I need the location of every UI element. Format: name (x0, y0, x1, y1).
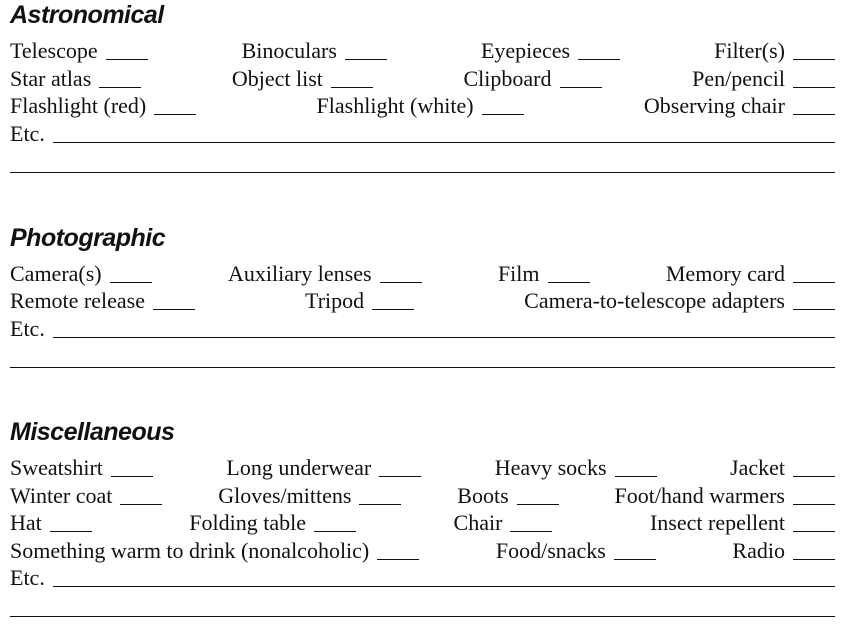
check-blank[interactable] (793, 308, 835, 310)
checklist-row (10, 510, 835, 536)
item-label: Folding table (189, 510, 307, 535)
etc-label: Etc. (10, 316, 45, 341)
check-blank[interactable] (110, 281, 152, 283)
check-blank[interactable] (793, 475, 835, 477)
checklist-item (10, 510, 92, 536)
check-blank[interactable] (111, 475, 153, 477)
checklist-item (615, 483, 835, 509)
item-label: Sweatshirt (10, 455, 103, 480)
check-blank[interactable] (50, 530, 92, 532)
item-label: Jacket (730, 455, 785, 480)
check-blank[interactable] (106, 58, 148, 60)
check-blank[interactable] (578, 58, 620, 60)
checklist-item (454, 510, 553, 536)
check-blank[interactable] (510, 530, 552, 532)
checklist-item (10, 455, 153, 481)
checklist-item (498, 261, 590, 287)
checklist-item (644, 93, 835, 119)
checklist-item (232, 66, 373, 92)
checklist-row (10, 288, 835, 314)
write-in-line[interactable] (10, 172, 835, 173)
item-label: Observing chair (643, 93, 785, 118)
item-label: Clipboard (463, 66, 552, 91)
checklist-item (305, 288, 414, 314)
check-blank[interactable] (314, 530, 356, 532)
check-blank[interactable] (120, 503, 162, 505)
item-label: Star atlas (10, 66, 92, 91)
check-blank[interactable] (154, 113, 196, 115)
check-blank[interactable] (793, 58, 835, 60)
etc-row (10, 316, 835, 342)
check-blank[interactable] (99, 86, 141, 88)
etc-write-in-line[interactable] (53, 585, 835, 587)
item-label: Boots (457, 483, 509, 508)
check-blank[interactable] (359, 503, 401, 505)
item-label: Film (497, 261, 540, 286)
checklist-item (189, 510, 356, 536)
checklist-item (242, 38, 387, 64)
item-label: Heavy socks (494, 455, 607, 480)
checklist-item (317, 93, 524, 119)
item-label: Winter coat (10, 483, 113, 508)
checklist-row (10, 66, 835, 92)
item-label: Object list (231, 66, 323, 91)
checklist-item (730, 455, 835, 481)
checklist-item (218, 483, 401, 509)
check-blank[interactable] (482, 113, 524, 115)
item-label: Something warm to drink (nonalcoholic) (10, 538, 370, 563)
check-blank[interactable] (793, 86, 835, 88)
checklist-row (10, 483, 835, 509)
item-label: Radio (732, 538, 785, 563)
item-label: Tripod (305, 288, 365, 313)
checklist-item (692, 66, 835, 92)
item-label: Hat (10, 510, 42, 535)
section-title-photographic: Photographic (10, 224, 166, 252)
section-title-miscellaneous: Miscellaneous (10, 418, 175, 446)
check-blank[interactable] (793, 113, 835, 115)
checklist-row (10, 261, 835, 287)
checklist-item (464, 66, 602, 92)
item-label: Filter(s) (714, 38, 785, 63)
checklist-item (228, 261, 422, 287)
item-label: Telescope (10, 38, 98, 63)
item-label: Insect repellent (649, 510, 785, 535)
item-label: Eyepieces (480, 38, 571, 63)
checklist-item (481, 38, 620, 64)
check-blank[interactable] (548, 281, 590, 283)
item-label: Flashlight (white) (316, 93, 474, 118)
item-label: Auxiliary lenses (227, 261, 372, 286)
check-blank[interactable] (372, 308, 414, 310)
etc-row (10, 121, 835, 147)
section-title-astronomical: Astronomical (10, 1, 164, 29)
item-label: Gloves/mittens (218, 483, 352, 508)
check-blank[interactable] (793, 281, 835, 283)
check-blank[interactable] (379, 475, 421, 477)
item-label: Long underwear (226, 455, 372, 480)
checklist-item (10, 38, 148, 64)
check-blank[interactable] (153, 308, 195, 310)
checklist-item (524, 288, 835, 314)
checklist-item (10, 261, 152, 287)
checklist-item (495, 455, 657, 481)
checklist-item (10, 288, 195, 314)
checklist-row (10, 93, 835, 119)
etc-write-in-line[interactable] (53, 141, 835, 143)
etc-row (10, 565, 835, 591)
item-label: Binoculars (241, 38, 337, 63)
write-in-line[interactable] (10, 616, 835, 617)
checklist-item (10, 538, 419, 564)
etc-write-in-line[interactable] (53, 336, 835, 338)
check-blank[interactable] (517, 503, 559, 505)
item-label: Flashlight (red) (10, 93, 147, 118)
item-label: Food/snacks (495, 538, 606, 563)
etc-label: Etc. (10, 121, 45, 146)
etc-label: Etc. (10, 565, 45, 590)
checklist-item (10, 66, 141, 92)
checklist-item (10, 483, 162, 509)
checklist-item (714, 38, 835, 64)
item-label: Remote release (10, 288, 145, 313)
checklist-item (732, 538, 835, 564)
item-label: Memory card (665, 261, 785, 286)
checklist-item (226, 455, 421, 481)
check-blank[interactable] (560, 86, 602, 88)
checklist-row (10, 455, 835, 481)
checklist-row (10, 38, 835, 64)
item-label: Foot/hand warmers (614, 483, 785, 508)
checklist-row (10, 538, 835, 564)
check-blank[interactable] (793, 558, 835, 560)
checklist-item (496, 538, 656, 564)
check-blank[interactable] (380, 281, 422, 283)
check-blank[interactable] (345, 58, 387, 60)
check-blank[interactable] (793, 530, 835, 532)
item-label: Pen/pencil (692, 66, 785, 91)
checklist-item (650, 510, 835, 536)
checklist-item (457, 483, 558, 509)
write-in-line[interactable] (10, 367, 835, 368)
checklist-item (10, 93, 196, 119)
item-label: Camera-to-telescope adapters (524, 288, 785, 313)
item-label: Chair (453, 510, 503, 535)
check-blank[interactable] (614, 558, 656, 560)
item-label: Camera(s) (10, 261, 102, 286)
check-blank[interactable] (793, 503, 835, 505)
check-blank[interactable] (615, 475, 657, 477)
checklist-item (666, 261, 835, 287)
check-blank[interactable] (331, 86, 373, 88)
check-blank[interactable] (377, 558, 419, 560)
